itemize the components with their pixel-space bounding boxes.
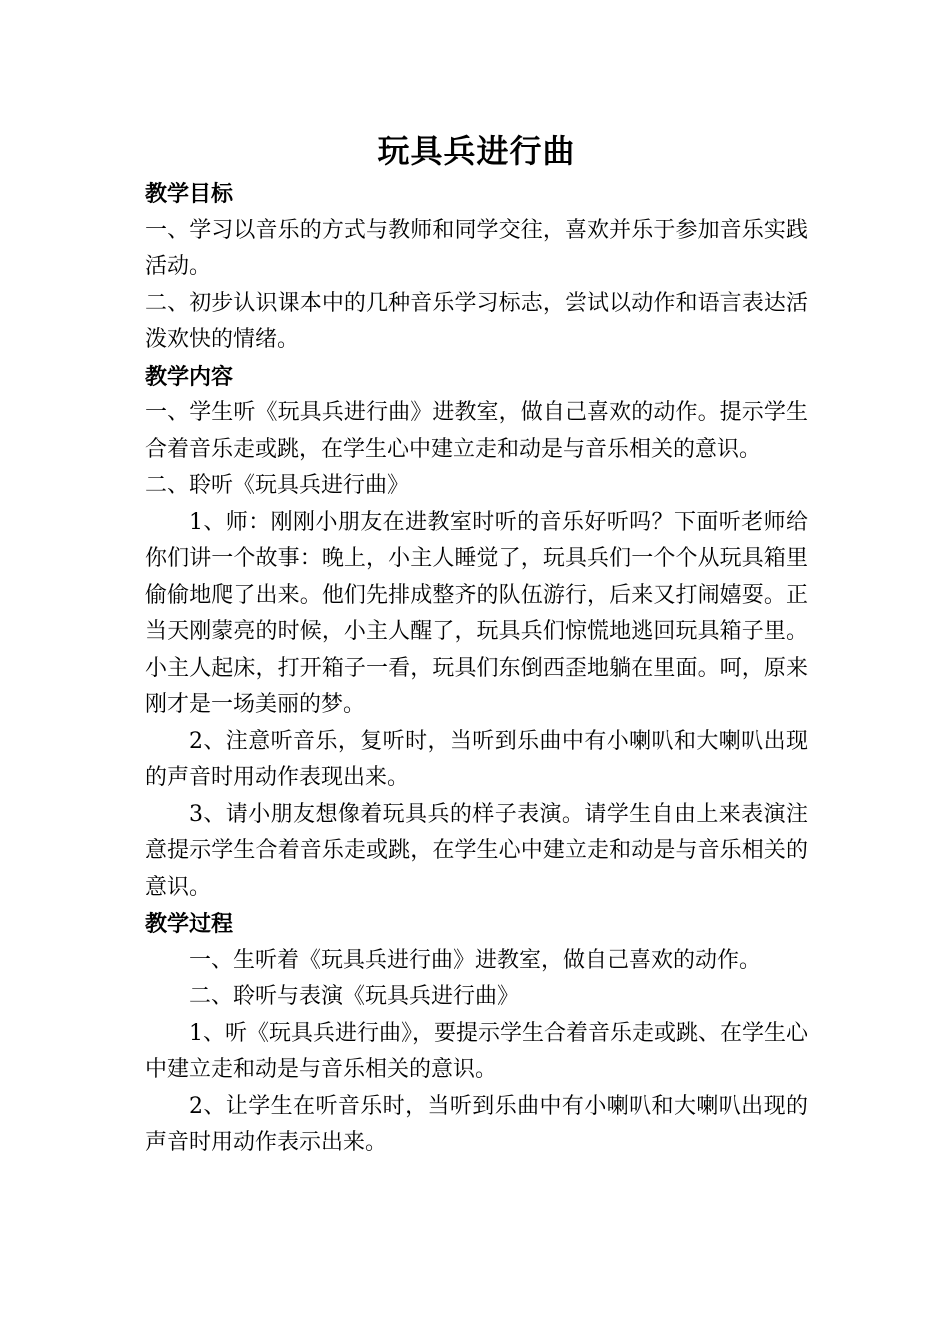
paragraph: 3、请小朋友想像着玩具兵的样子表演。请学生自由上来表演注意提示学生合着音乐走或跳，在学生心中建立走和动是与音乐相关的意识。 [145,801,808,900]
paragraph: 1、听《玩具兵进行曲》，要提示学生合着音乐走或跳、在学生心中建立走和动是与音乐相关的意识。 [145,1020,808,1082]
section-teaching-goals [145,176,808,359]
paragraph: 一、学生听《玩具兵进行曲》进教室，做自己喜欢的动作。提示学生合着音乐走或跳，在学生心中建立走和动是与音乐相关的意识。 [145,400,808,462]
document-title: 玩具兵进行曲 [377,132,576,170]
paragraph: 二、聆听与表演《玩具兵进行曲》 [189,984,520,1009]
paragraph: 2、让学生在听音乐时，当听到乐曲中有小喇叭和大喇叭出现的声音时用动作表示出来。 [145,1093,808,1155]
section-heading: 教学内容 [145,363,234,390]
paragraph: 一、生听着《玩具兵进行曲》进教室，做自己喜欢的动作。 [189,947,762,973]
document-page [145,128,808,1162]
section-heading: 教学过程 [145,911,234,937]
paragraph: 一、学习以音乐的方式与教师和同学交往，喜欢并乐于参加音乐实践活动。 [145,217,808,279]
paragraph: 2、注意听音乐，复听时，当听到乐曲中有小喇叭和大喇叭出现的声音时用动作表现出来。 [145,728,808,790]
section-heading: 教学目标 [145,181,234,207]
section-teaching-content [145,359,808,907]
paragraph: 二、初步认识课本中的几种音乐学习标志，尝试以动作和语言表达活泼欢快的情绪。 [145,290,808,352]
paragraph: 1、师：刚刚小朋友在进教室时听的音乐好听吗？下面听老师给你们讲一个故事：晚上，小主人睡觉了，玩具兵们一个个从玩具箱里偷偷地爬了出来。他们先排成整齐的队伍游行，后来又打闹嬉耍。正当天刚蒙亮的时候，小主人醒了，玩具兵们惊慌地逃回玩具箱子里。小主人起床，打开箱子一看，玩具们东倒西歪地躺在里面。呵，原来刚才是一场美丽的梦。 [145,509,808,717]
section-teaching-process [145,906,808,1162]
paragraph: 二、聆听《玩具兵进行曲》 [145,473,410,498]
